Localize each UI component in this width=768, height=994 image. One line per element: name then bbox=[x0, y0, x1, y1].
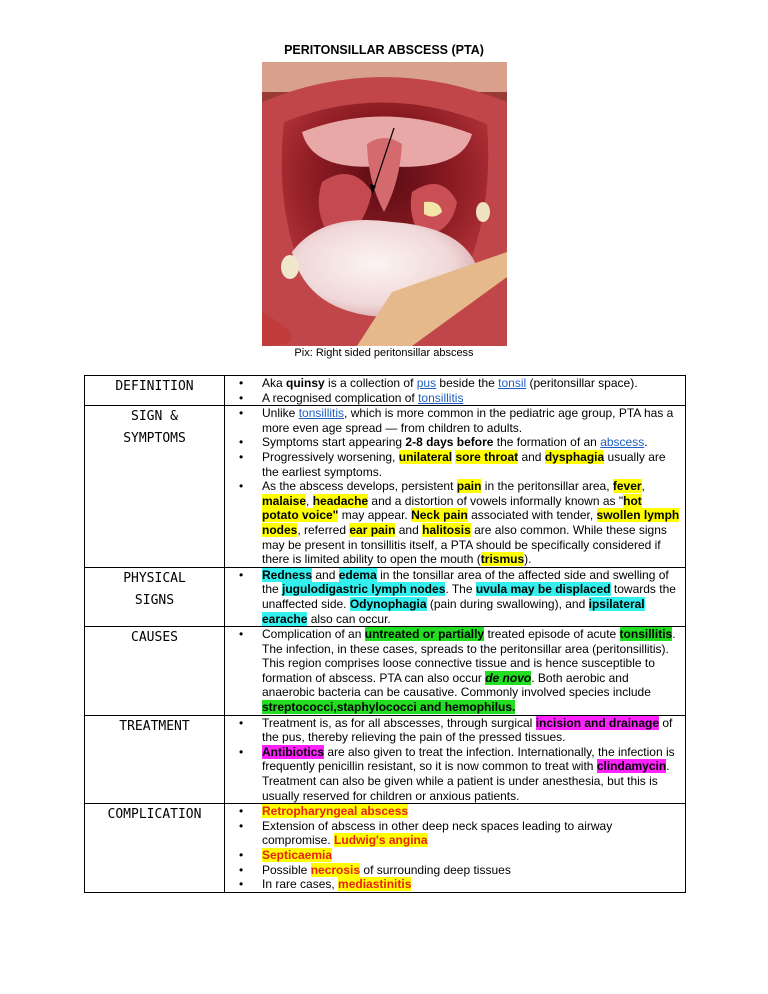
bullet-item bbox=[225, 877, 681, 892]
text-run: and bbox=[395, 522, 423, 537]
label-physical-line2: SIGNS bbox=[134, 592, 175, 608]
row-definition bbox=[85, 376, 686, 406]
text-run: Treatment is, as for all abscesses, through surgical bbox=[262, 715, 536, 730]
highlighted-term: clindamycin bbox=[596, 759, 667, 774]
label-complication bbox=[85, 804, 225, 893]
highlighted-term: incision and drainage bbox=[535, 715, 660, 730]
highlighted-term: fever bbox=[612, 479, 642, 494]
row-causes bbox=[85, 627, 686, 716]
treatment-list bbox=[225, 716, 685, 804]
highlighted-term: mediastinitis bbox=[338, 877, 412, 892]
text-run: also can occur. bbox=[307, 611, 391, 626]
label-definition bbox=[85, 376, 225, 406]
label-signs-line1: SIGN & bbox=[131, 409, 178, 425]
bullet-item bbox=[225, 479, 681, 567]
content-definition bbox=[225, 376, 686, 406]
text-run: , referred bbox=[297, 522, 350, 537]
text-run: Aka bbox=[262, 376, 287, 390]
row-treatment bbox=[85, 715, 686, 804]
text-run: associated with tender, bbox=[467, 508, 597, 523]
highlighted-term: unilateral bbox=[398, 449, 453, 464]
highlighted-term: Odynophagia bbox=[349, 596, 427, 611]
text-run: (pain during swallowing), and bbox=[426, 596, 589, 611]
text-run: . Treatment can also be given while a patient is under anesthesia, but this is usually reserved for children or anxious patients. bbox=[262, 759, 670, 803]
text-run: Extension of abscess in other deep neck spaces leading to airway compromise. bbox=[262, 818, 613, 848]
bullet-item bbox=[225, 627, 681, 715]
highlighted-term: Septicaemia bbox=[262, 848, 333, 862]
bullet-item bbox=[225, 716, 681, 745]
text-run: Complication of an bbox=[262, 627, 365, 642]
text-run: . The infection, in these cases, spreads to the peritonsillar area (peritonsillitis). This region comprises loose connective tissue and is hence susceptible to formation of abscess. PTA can also occur bbox=[262, 627, 676, 685]
text-run: , which is more common in the pediatric age group, PTA has a more even age spread — from children to adults. bbox=[262, 406, 674, 435]
text-run: and a distortion of vowels informally known as " bbox=[368, 493, 624, 508]
highlighted-term: halitosis bbox=[422, 522, 471, 537]
highlighted-term: untreated or partially bbox=[364, 627, 485, 642]
label-treatment bbox=[85, 715, 225, 804]
text-run: 2-8 days before bbox=[405, 435, 494, 450]
title-abbreviation: (PTA) bbox=[451, 43, 484, 57]
highlighted-term: malaise bbox=[262, 493, 307, 508]
highlighted-term: trismus bbox=[480, 552, 525, 567]
highlighted-term: edema bbox=[338, 567, 377, 582]
text-link[interactable]: abscess bbox=[600, 435, 645, 450]
complication-list bbox=[225, 804, 685, 892]
highlighted-term: Antibiotics bbox=[262, 744, 324, 759]
highlighted-term: jugulodigastric lymph nodes bbox=[282, 582, 446, 597]
highlighted-term: ipsilateral earache bbox=[262, 596, 645, 626]
row-physical-signs bbox=[85, 567, 686, 626]
content-signs-symptoms bbox=[225, 406, 686, 568]
text-run: in the tonsillar area of the affected side and swelling of the bbox=[262, 567, 669, 597]
bullet-item bbox=[225, 804, 681, 819]
text-run: (peritonsillar space). bbox=[526, 376, 638, 390]
text-run: in the peritonsillar area, bbox=[481, 479, 613, 494]
highlighted-term: swollen lymph nodes bbox=[262, 508, 680, 537]
bullet-item bbox=[225, 568, 681, 626]
label-signs-line2: SYMPTOMS bbox=[123, 431, 186, 447]
highlighted-term: tonsillitis bbox=[619, 627, 673, 642]
bullet-item bbox=[225, 406, 681, 435]
highlighted-term: de novo bbox=[485, 670, 532, 685]
label-physical-signs bbox=[85, 567, 225, 626]
text-run: treated episode of acute bbox=[484, 627, 620, 642]
info-table bbox=[84, 375, 686, 893]
physical-list bbox=[225, 568, 685, 626]
text-run: may appear. bbox=[338, 508, 412, 523]
label-treatment-text: TREATMENT bbox=[119, 718, 190, 734]
text-link[interactable]: tonsil bbox=[498, 376, 527, 390]
text-run: , bbox=[641, 479, 645, 494]
label-signs-symptoms bbox=[85, 406, 225, 568]
title-text: PERITONSILLAR ABSCESS bbox=[284, 43, 449, 57]
photo-caption: Pix: Right sided peritonsillar abscess bbox=[294, 347, 474, 359]
throat-photo bbox=[262, 62, 507, 346]
text-run: beside the bbox=[436, 376, 499, 390]
highlighted-term: dysphagia bbox=[544, 449, 605, 464]
bullet-item bbox=[225, 863, 681, 878]
label-definition-text: DEFINITION bbox=[115, 379, 194, 394]
definition-list bbox=[225, 376, 685, 405]
highlighted-term: uvula may be displaced bbox=[475, 582, 611, 597]
label-complication-text: COMPLICATION bbox=[107, 807, 202, 823]
bullet-item bbox=[225, 376, 681, 391]
text-run: Unlike bbox=[262, 406, 299, 421]
bullet-item bbox=[225, 848, 681, 863]
text-run: and bbox=[518, 449, 545, 464]
text-run: and bbox=[312, 567, 339, 582]
content-physical-signs bbox=[225, 567, 686, 626]
text-run: Progressively worsening, bbox=[262, 449, 399, 464]
text-run: A recognised complication of bbox=[262, 390, 419, 405]
label-causes-text: CAUSES bbox=[131, 630, 178, 646]
bullet-item bbox=[225, 435, 681, 450]
label-causes bbox=[85, 627, 225, 716]
text-link[interactable]: pus bbox=[416, 376, 437, 390]
highlighted-term: hot potato voice" bbox=[262, 493, 642, 523]
text-run: are also common. While these signs may be present in tonsillitis itself, a PTA should be specifically considered if there is limited ability to open the mouth ( bbox=[262, 522, 667, 567]
highlighted-term: Ludwig's angina bbox=[334, 833, 428, 848]
text-link[interactable]: tonsillitis bbox=[418, 390, 464, 405]
highlighted-term: Neck pain bbox=[411, 508, 468, 523]
bullet-item bbox=[225, 450, 681, 479]
label-physical-line1: PHYSICAL bbox=[123, 570, 186, 586]
content-treatment bbox=[225, 715, 686, 804]
text-run: are also given to treat the infection. Internationally, the infection is frequently penicillin resistant, so it is now common to treat with bbox=[262, 744, 675, 774]
highlighted-term: Retropharyngeal abscess bbox=[262, 804, 409, 819]
row-signs-symptoms bbox=[85, 406, 686, 568]
text-run: towards the unaffected side. bbox=[262, 582, 676, 611]
text-run: ). bbox=[524, 552, 532, 567]
text-run: quinsy bbox=[286, 376, 325, 390]
highlighted-term: streptococci,staphylococci and hemophilus. bbox=[262, 700, 516, 715]
text-link[interactable]: tonsillitis bbox=[298, 406, 345, 421]
text-run: usually are the earliest symptoms. bbox=[262, 449, 666, 479]
highlighted-term: pain bbox=[456, 479, 482, 494]
text-run: . The bbox=[445, 582, 476, 597]
text-run: As the abscess develops, persistent bbox=[262, 479, 457, 494]
document-title bbox=[0, 43, 768, 57]
bullet-item bbox=[225, 819, 681, 848]
text-run: , bbox=[306, 493, 313, 508]
text-run: . Both aerobic and anaerobic bacteria can be causative. Commonly involved species include bbox=[262, 670, 651, 700]
bullet-item bbox=[225, 391, 681, 406]
bullet-item bbox=[225, 745, 681, 803]
text-run: Possible bbox=[262, 862, 311, 877]
text-run: is a collection of bbox=[324, 376, 417, 390]
causes-list bbox=[225, 627, 685, 715]
signs-list bbox=[225, 406, 685, 567]
highlighted-term: sore throat bbox=[455, 449, 519, 464]
text-run: In rare cases, bbox=[262, 877, 339, 892]
text-run: . bbox=[644, 435, 648, 450]
highlighted-term: ear pain bbox=[349, 522, 396, 537]
content-complication bbox=[225, 804, 686, 893]
row-complication bbox=[85, 804, 686, 893]
text-run: the formation of an bbox=[493, 435, 601, 450]
highlighted-term: headache bbox=[312, 493, 369, 508]
text-run: of surrounding deep tissues bbox=[360, 862, 511, 877]
highlighted-term: Redness bbox=[262, 567, 313, 582]
text-run: of the pus, thereby relieving the pain of the pressed tissues. bbox=[262, 715, 673, 745]
highlighted-term: necrosis bbox=[310, 862, 361, 877]
content-causes bbox=[225, 627, 686, 716]
text-run: Symptoms start appearing bbox=[262, 435, 406, 450]
